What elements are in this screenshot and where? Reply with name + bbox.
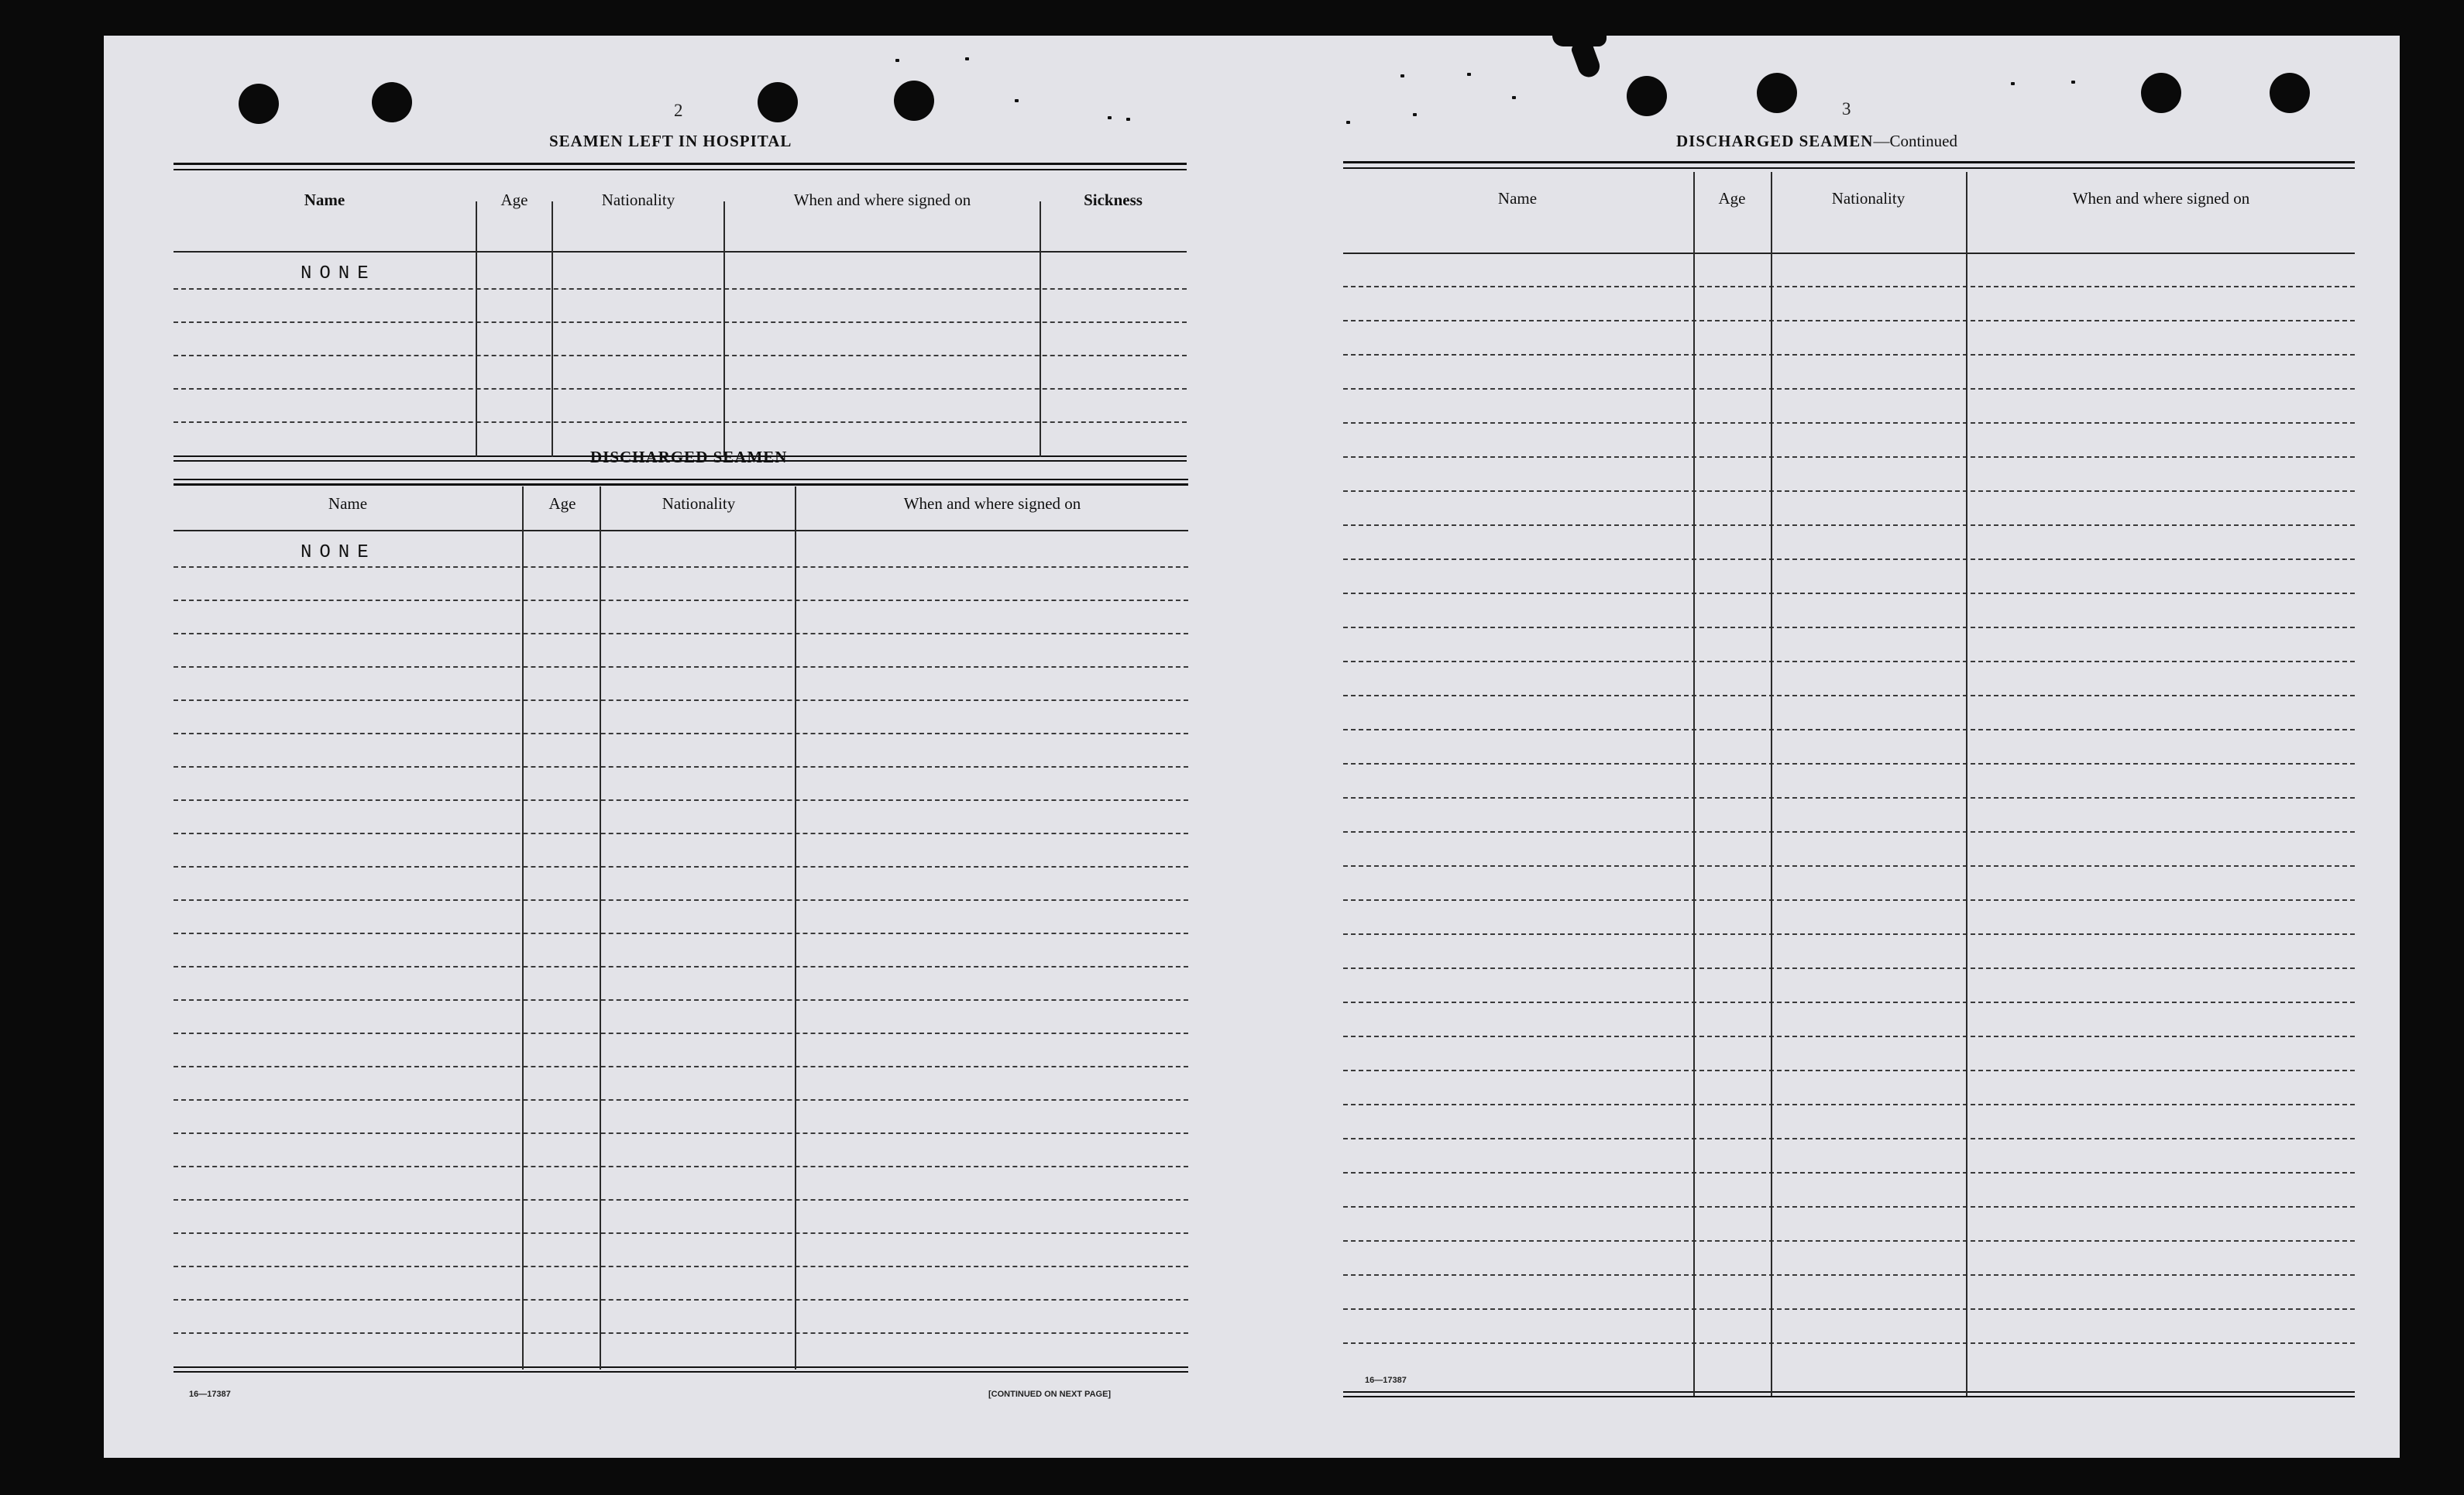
column-header: Nationality — [662, 494, 736, 513]
row-line — [1343, 1002, 2355, 1003]
row-line — [174, 288, 1187, 290]
row-line — [1343, 388, 2355, 390]
punch-hole — [1627, 76, 1667, 116]
column-header: Name — [328, 494, 368, 513]
table-bottom-rule — [174, 1371, 1188, 1373]
row-line — [1343, 661, 2355, 662]
row-line — [174, 1232, 1188, 1234]
column-divider — [1040, 201, 1041, 457]
row-line — [174, 1266, 1188, 1267]
table-entry: NONE — [301, 542, 376, 563]
column-header: Name — [1497, 189, 1538, 208]
punch-hole — [239, 84, 279, 124]
row-line — [1343, 490, 2355, 492]
discharged-table — [174, 479, 1188, 1385]
row-line — [1343, 627, 2355, 628]
table-bottom-rule — [1343, 1396, 2355, 1397]
row-line — [174, 699, 1188, 701]
speck — [1126, 118, 1130, 121]
row-line — [1343, 865, 2355, 867]
row-line — [174, 766, 1188, 768]
row-line — [1343, 354, 2355, 356]
row-line — [1343, 1342, 2355, 1344]
header-divider — [1343, 253, 2355, 254]
row-line — [174, 633, 1188, 634]
column-header: Sickness — [1084, 191, 1143, 209]
row-line — [1343, 1036, 2355, 1037]
row-line — [174, 1132, 1188, 1134]
row-line — [174, 421, 1187, 423]
row-line — [1343, 1070, 2355, 1071]
column-divider — [795, 486, 796, 1370]
row-line — [174, 600, 1188, 601]
speck — [1467, 73, 1471, 76]
row-line — [174, 799, 1188, 801]
row-line — [174, 566, 1188, 568]
row-line — [174, 388, 1187, 390]
column-divider — [476, 201, 477, 457]
row-line — [174, 666, 1188, 668]
column-header: When and where signed on — [2072, 189, 2250, 208]
row-line — [174, 1033, 1188, 1034]
column-header: Nationality — [601, 191, 675, 209]
punch-hole — [2141, 73, 2181, 113]
speck — [1512, 96, 1516, 99]
row-line — [174, 1099, 1188, 1101]
row-line — [174, 933, 1188, 934]
manifest-sheet — [104, 36, 2400, 1458]
punch-hole — [894, 81, 934, 121]
row-line — [1343, 1206, 2355, 1208]
form-number: 16—17387 — [189, 1390, 231, 1399]
punch-hole — [372, 82, 412, 122]
column-divider — [552, 201, 553, 457]
row-line — [174, 866, 1188, 868]
column-divider — [723, 201, 725, 457]
row-line — [174, 833, 1188, 834]
row-line — [1343, 1308, 2355, 1310]
form-number: 16—17387 — [1365, 1376, 1407, 1385]
speck — [1400, 74, 1404, 77]
row-line — [1343, 967, 2355, 969]
speck — [2011, 82, 2015, 85]
row-line — [174, 321, 1187, 323]
row-line — [1343, 797, 2355, 799]
punch-hole — [2270, 73, 2310, 113]
punch-hole — [758, 82, 798, 122]
title-suffix: —Continued — [1873, 132, 1957, 150]
hospital-section-title: SEAMEN LEFT IN HOSPITAL — [549, 132, 792, 150]
row-line — [1343, 1138, 2355, 1139]
table-top-rule — [174, 163, 1187, 165]
row-line — [174, 966, 1188, 967]
row-line — [174, 733, 1188, 734]
column-divider — [1693, 172, 1695, 1396]
discharged-continued-table — [1343, 161, 2355, 1402]
row-line — [1343, 593, 2355, 594]
speck — [1413, 113, 1417, 116]
row-line — [1343, 558, 2355, 560]
row-line — [174, 1066, 1188, 1067]
row-line — [174, 1332, 1188, 1334]
column-divider — [522, 486, 524, 1370]
row-line — [1343, 729, 2355, 730]
speck — [2071, 81, 2075, 84]
column-header: When and where signed on — [793, 191, 971, 209]
table-top-rule — [174, 169, 1187, 170]
column-divider — [1771, 172, 1772, 1396]
speck — [895, 59, 899, 62]
row-line — [174, 1166, 1188, 1167]
speck — [1346, 121, 1350, 124]
column-header: Age — [1718, 189, 1746, 208]
table-top-rule — [1343, 161, 2355, 163]
discharged-section-title: DISCHARGED SEAMEN — [590, 448, 788, 466]
row-line — [174, 1299, 1188, 1301]
table-top-rule — [1343, 167, 2355, 169]
row-line — [1343, 422, 2355, 424]
speck — [1108, 116, 1112, 119]
table-entry: NONE — [301, 263, 376, 284]
title-text: DISCHARGED SEAMEN — [1676, 132, 1874, 150]
table-bottom-rule — [174, 1366, 1188, 1368]
column-divider — [1966, 172, 1967, 1396]
row-line — [1343, 1172, 2355, 1174]
speck — [1015, 99, 1019, 102]
column-header: Age — [548, 494, 576, 513]
header-divider — [174, 530, 1188, 531]
table-top-rule — [174, 479, 1188, 480]
row-line — [1343, 763, 2355, 765]
row-line — [1343, 1274, 2355, 1276]
row-line — [1343, 524, 2355, 526]
row-line — [174, 355, 1187, 356]
punch-hole — [1757, 73, 1797, 113]
column-header: Name — [304, 191, 345, 209]
table-bottom-rule — [1343, 1391, 2355, 1393]
row-line — [1343, 899, 2355, 901]
continued-note: [CONTINUED ON NEXT PAGE] — [988, 1390, 1112, 1399]
row-line — [174, 1199, 1188, 1201]
hospital-table — [174, 163, 1187, 465]
row-line — [174, 999, 1188, 1001]
row-line — [1343, 286, 2355, 287]
speck — [965, 57, 969, 60]
row-line — [1343, 1240, 2355, 1242]
column-header: Age — [500, 191, 528, 209]
row-line — [1343, 933, 2355, 935]
table-top-rule — [174, 483, 1188, 486]
row-line — [1343, 831, 2355, 833]
page-number: 2 — [674, 101, 683, 120]
row-line — [1343, 320, 2355, 321]
column-divider — [600, 486, 601, 1370]
column-header: When and where signed on — [903, 494, 1081, 513]
column-header: Nationality — [1831, 189, 1906, 208]
row-line — [1343, 695, 2355, 696]
row-line — [1343, 456, 2355, 458]
header-divider — [174, 251, 1187, 253]
row-line — [174, 899, 1188, 901]
discharged-continued-title — [1676, 132, 1957, 151]
row-line — [1343, 1104, 2355, 1105]
page-number: 3 — [1842, 99, 1851, 119]
